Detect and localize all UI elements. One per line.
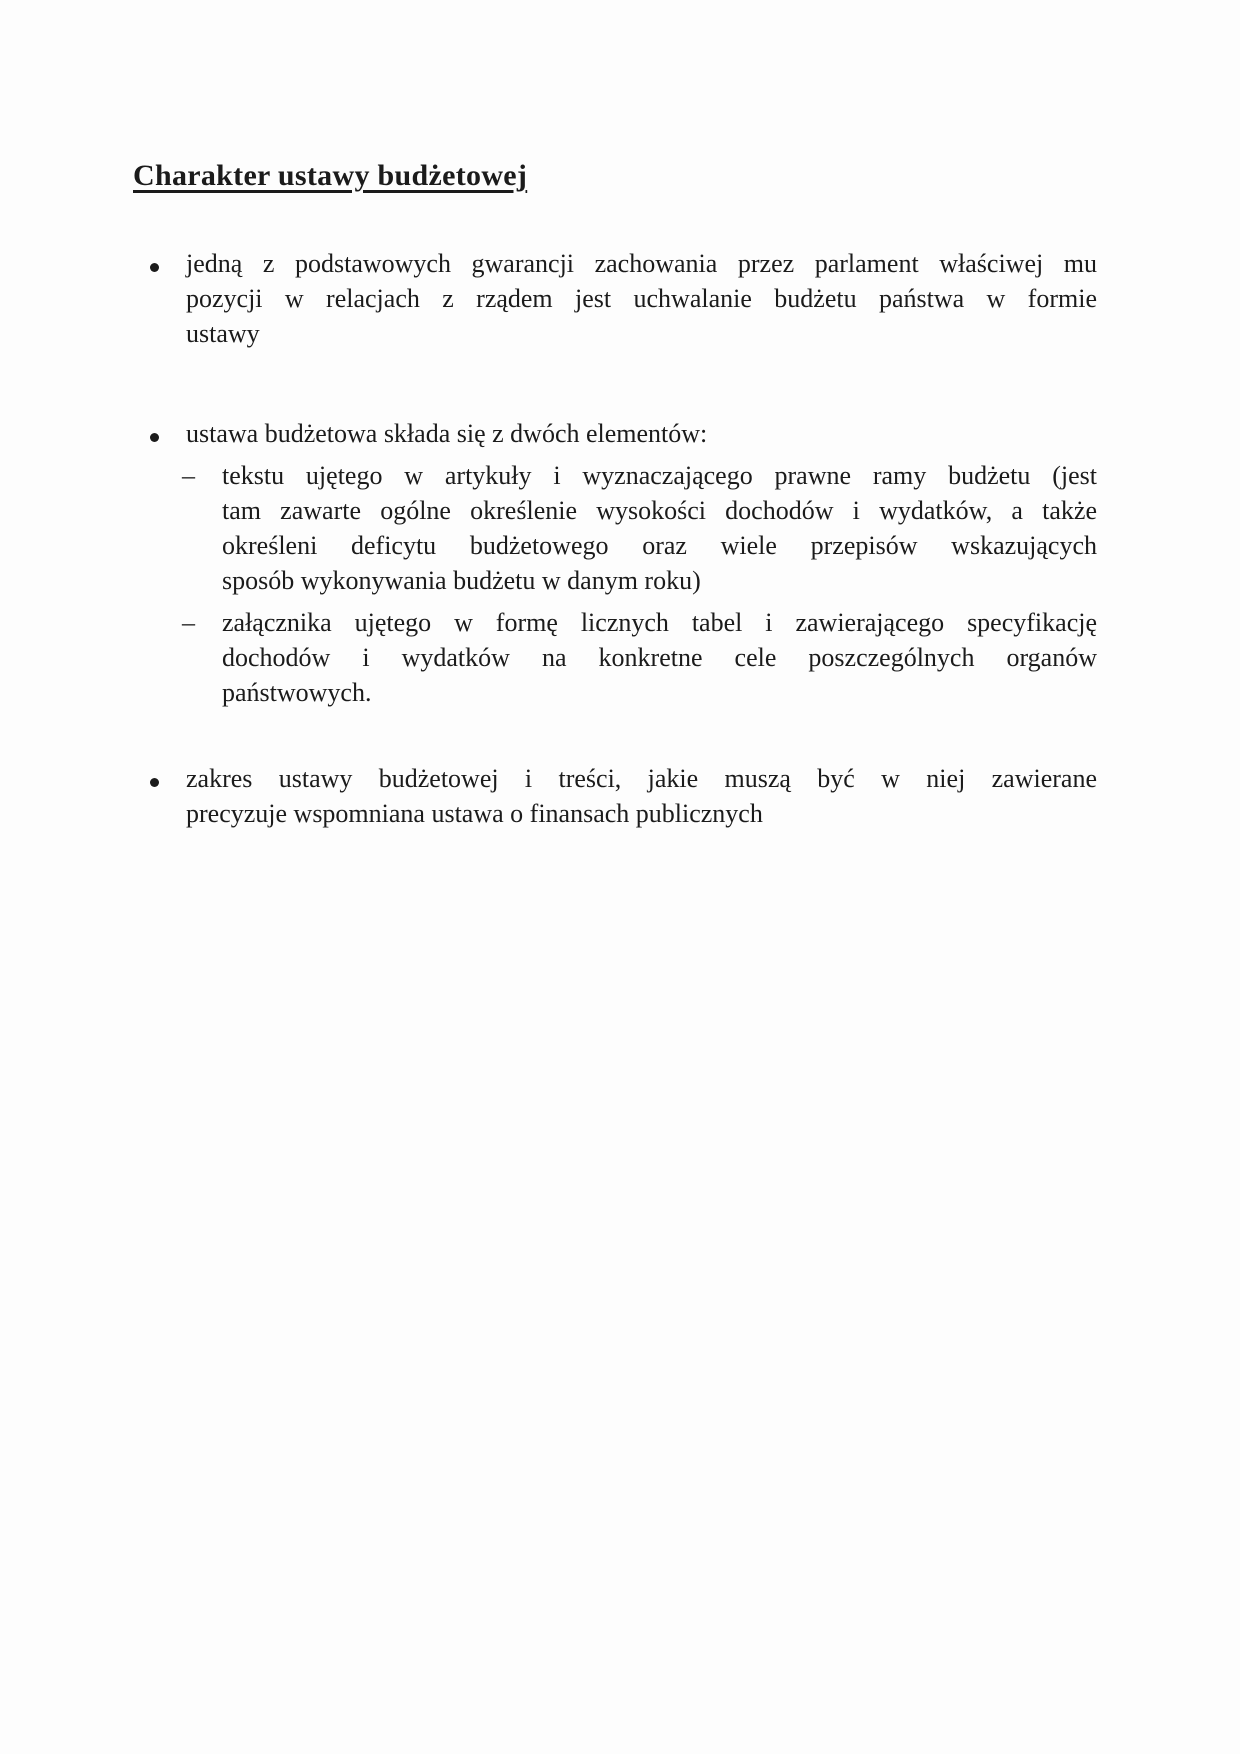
text-line: zakres ustawy budżetowej i treści, jakie muszą być w niej zawierane xyxy=(186,764,1097,793)
bullet-list xyxy=(182,246,1097,831)
bullet-item xyxy=(186,761,1097,831)
sub-item xyxy=(182,458,1097,598)
bullet-item xyxy=(182,416,1097,710)
text-line: dochodów i wydatków na konkretne cele poszczególnych organów xyxy=(222,643,1097,672)
page-title: Charakter ustawy budżetowej xyxy=(133,159,528,192)
text-line: załącznika ujętego w formę licznych tabel i zawierającego specyfikację xyxy=(222,608,1097,637)
bullet-item xyxy=(186,246,1097,351)
bullet-dot-icon xyxy=(150,263,159,272)
sub-item-text xyxy=(222,605,1097,710)
bullet-text xyxy=(186,416,1097,451)
dash-icon: – xyxy=(182,461,195,490)
dash-icon: – xyxy=(182,608,195,637)
text-line: precyzuje wspomniana ustawa o finansach publicznych xyxy=(186,799,763,828)
text-line: pozycji w relacjach z rządem jest uchwalanie budżetu państwa w formie xyxy=(186,284,1097,313)
text-line: określeni deficytu budżetowego oraz wiele przepisów wskazujących xyxy=(222,531,1097,560)
bullet-dot-icon xyxy=(150,433,159,442)
bullet-text xyxy=(186,246,1097,351)
text-line: tam zawarte ogólne określenie wysokości dochodów i wydatków, a także xyxy=(222,496,1097,525)
text-line: ustawa budżetowa składa się z dwóch elementów: xyxy=(186,419,708,448)
text-line: państwowych. xyxy=(222,678,372,707)
sub-item-text xyxy=(222,458,1097,598)
bullet-dot-icon xyxy=(150,778,159,787)
sub-item xyxy=(182,605,1097,710)
text-line: ustawy xyxy=(186,319,260,348)
text-line: sposób wykonywania budżetu w danym roku) xyxy=(222,566,701,595)
bullet-text xyxy=(186,761,1097,831)
text-line: jedną z podstawowych gwarancji zachowania przez parlament właściwej mu xyxy=(186,249,1097,278)
text-line: tekstu ujętego w artykuły i wyznaczającego prawne ramy budżetu (jest xyxy=(222,461,1097,490)
